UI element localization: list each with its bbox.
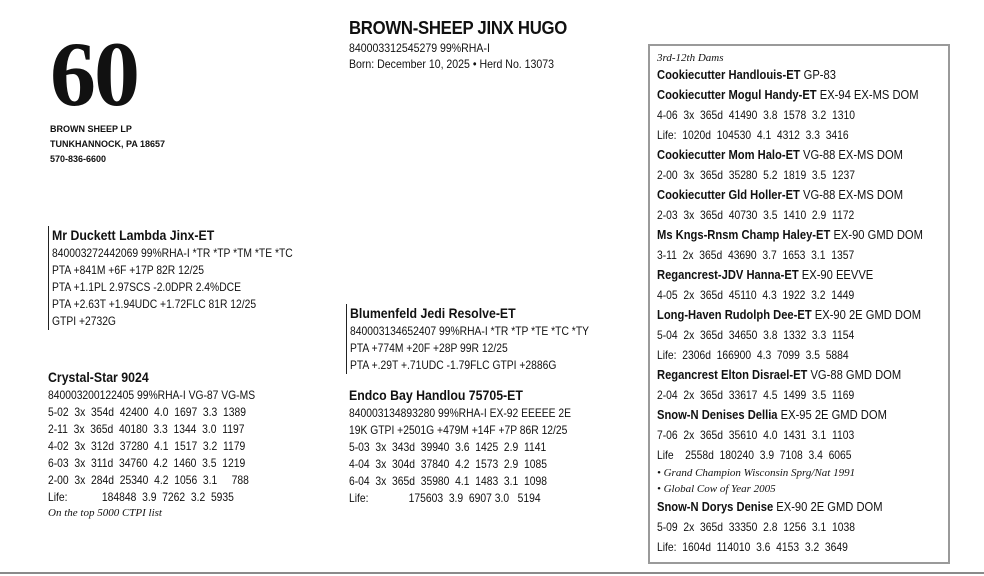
dams-box-heading: 3rd-12th Dams (657, 52, 724, 64)
dam-record: 4-02 3x 312d 37280 4.1 1517 3.2 1179 (48, 439, 246, 453)
sire-name: Mr Duckett Lambda Jinx-ET (52, 227, 215, 243)
dam-entry-record: Life: 1604d 114010 3.6 4153 3.2 3649 (657, 540, 848, 554)
dam-entry-record: Life: 2306d 166900 4.3 7099 3.5 5884 (657, 348, 849, 362)
dam-entry-record: Life: 1020d 104530 4.1 4312 3.3 3416 (657, 128, 849, 142)
dam-entry-label: Cookiecutter Mom Halo-ET (657, 147, 800, 162)
dam-entry-name (657, 265, 907, 285)
dam-entry-record: 2-03 3x 365d 40730 3.5 1410 2.9 1172 (657, 208, 855, 222)
dam-record: 2-11 3x 365d 40180 3.3 1344 3.0 1197 (48, 422, 245, 436)
dam-entry-name (657, 65, 907, 85)
sire-line: PTA +1.1PL 2.97SCS -2.0DPR 2.4%DCE (52, 280, 242, 294)
mgs-name: Blumenfeld Jedi Resolve-ET (350, 305, 516, 321)
dam-record: 2-00 3x 284d 25340 4.2 1056 3.1 788 (48, 473, 249, 487)
consignor-info (50, 122, 165, 167)
dam-entry-name (657, 305, 922, 325)
dam-record: 5-02 3x 354d 42400 4.0 1697 3.3 1389 (48, 405, 246, 419)
sire-line: 840003272442069 99%RHA-I *TR *TP *TM *TE *TC (52, 246, 293, 260)
mgd-record: 6-04 3x 365d 35980 4.1 1483 3.1 1098 (349, 474, 547, 488)
dam-entry-classification: VG-88 EX-MS DOM (802, 187, 904, 202)
dam-entry-record: 4-05 2x 365d 45110 4.3 1922 3.2 1449 (657, 288, 855, 302)
animal-name: BROWN-SHEEP JINX HUGO (349, 18, 567, 38)
dam-name: Crystal-Star 9024 (48, 369, 149, 385)
mgd-line: 19K GTPI +2501G +479M +14F +7P 86R 12/25 (349, 423, 568, 437)
dam-lifetime: Life: 184848 3.9 7262 3.2 5935 (48, 490, 234, 504)
sire-line: PTA +841M +6F +17P 82R 12/25 (52, 263, 204, 277)
dam-entry-record: 5-09 2x 365d 33350 2.8 1256 3.1 1038 (657, 520, 855, 534)
dam-entry-record: 5-04 2x 365d 34650 3.8 1332 3.3 1154 (657, 328, 855, 342)
dam-entry-name (657, 365, 907, 385)
mgd-name: Endco Bay Handlou 75705-ET (349, 387, 523, 403)
lot-number: 60 (50, 23, 138, 125)
sire-line: PTA +2.63T +1.94UDC +1.72FLC 81R 12/25 (52, 297, 257, 311)
dam-entry-record: Life 2558d 180240 3.9 7108 3.4 6065 (657, 448, 852, 462)
sire-line: GTPI +2732G (52, 314, 116, 328)
dam-entry-label: Long-Haven Rudolph Dee-ET (657, 307, 812, 322)
dam-entry-label: Snow-N Dorys Denise (657, 499, 774, 514)
dam-entry-note: • Global Cow of Year 2005 (657, 483, 776, 495)
dam-entry-name (657, 185, 907, 205)
dam-entry-classification: EX-95 2E GMD DOM (780, 407, 887, 422)
dam-entry-label: Regancrest Elton Disrael-ET (657, 367, 808, 382)
dam-entry-record: 2-04 2x 365d 33617 4.5 1499 3.5 1169 (657, 388, 855, 402)
mgs-line: PTA +774M +20F +28P 99R 12/25 (350, 341, 508, 355)
animal-id: 840003312545279 99%RHA-I (349, 41, 490, 55)
dam-entry-label: Cookiecutter Handlouis-ET (657, 67, 801, 82)
animal-header (349, 16, 583, 72)
dam-note: On the top 5000 CTPI list (48, 507, 162, 519)
consignor-phone: 570-836-6600 (50, 154, 107, 164)
dam-entry-classification: EX-90 2E GMD DOM (814, 307, 922, 322)
dam-entry-classification: VG-88 EX-MS DOM (802, 147, 904, 162)
dam-line: 840003200122405 99%RHA-I VG-87 VG-MS (48, 388, 256, 402)
maternal-granddam-block (349, 386, 607, 507)
mgd-lifetime: Life: 175603 3.9 6907 3.0 5194 (349, 491, 541, 505)
dam-entry-classification: VG-88 GMD DOM (810, 367, 902, 382)
maternal-grandsire-block (346, 304, 628, 374)
dam-entry-name (657, 405, 907, 425)
dam-entry-name (657, 225, 923, 245)
mgd-line: 840003134893280 99%RHA-I EX-92 EEEEE 2E (349, 406, 572, 420)
dam-entry-label: Cookiecutter Mogul Handy-ET (657, 87, 817, 102)
consignor-location: TUNKHANNOCK, PA 18657 (50, 139, 166, 149)
dam-entry-label: Cookiecutter Gld Holler-ET (657, 187, 800, 202)
dam-entry-record: 7-06 2x 365d 35610 4.0 1431 3.1 1103 (657, 428, 855, 442)
dam-entry-label: Snow-N Denises Dellia (657, 407, 778, 422)
dam-entry-name (657, 145, 907, 165)
mgs-line: 840003134652407 99%RHA-I *TR *TP *TE *TC *TY (350, 324, 590, 338)
dam-entry-label: Regancrest-JDV Hanna-ET (657, 267, 799, 282)
dams-list (657, 65, 948, 557)
dam-entry-name (657, 85, 919, 105)
bottom-divider (0, 572, 984, 574)
extended-dams-box (648, 44, 950, 564)
dam-entry-classification: EX-94 EX-MS DOM (819, 87, 919, 102)
dam-entry-note: • Grand Champion Wisconsin Sprg/Nat 1991 (657, 467, 856, 479)
consignor-name: BROWN SHEEP LP (50, 124, 132, 134)
dam-entry-record: 2-00 3x 365d 35280 5.2 1819 3.5 1237 (657, 168, 855, 182)
dam-block (48, 368, 289, 521)
dam-entry-classification: EX-90 2E GMD DOM (776, 499, 883, 514)
dam-entry-classification: EX-90 EEVVE (801, 267, 874, 282)
dam-entry-classification: EX-90 GMD DOM (833, 227, 923, 242)
dam-entry-name (657, 497, 907, 517)
dam-entry-record: 4-06 3x 365d 41490 3.8 1578 3.2 1310 (657, 108, 855, 122)
dam-entry-classification: GP-83 (803, 67, 836, 82)
sire-block (48, 226, 332, 330)
dam-record: 6-03 3x 311d 34760 4.2 1460 3.5 1219 (48, 456, 246, 470)
mgs-line: PTA +.29T +.71UDC -1.79FLC GTPI +2886G (350, 358, 557, 372)
mgd-record: 5-03 3x 343d 39940 3.6 1425 2.9 1141 (349, 440, 547, 454)
dam-entry-label: Ms Kngs-Rnsm Champ Haley-ET (657, 227, 831, 242)
animal-born: Born: December 10, 2025 • Herd No. 13073 (349, 57, 555, 71)
mgd-record: 4-04 3x 304d 37840 4.2 1573 2.9 1085 (349, 457, 547, 471)
dam-entry-record: 3-11 2x 365d 43690 3.7 1653 3.1 1357 (657, 248, 855, 262)
